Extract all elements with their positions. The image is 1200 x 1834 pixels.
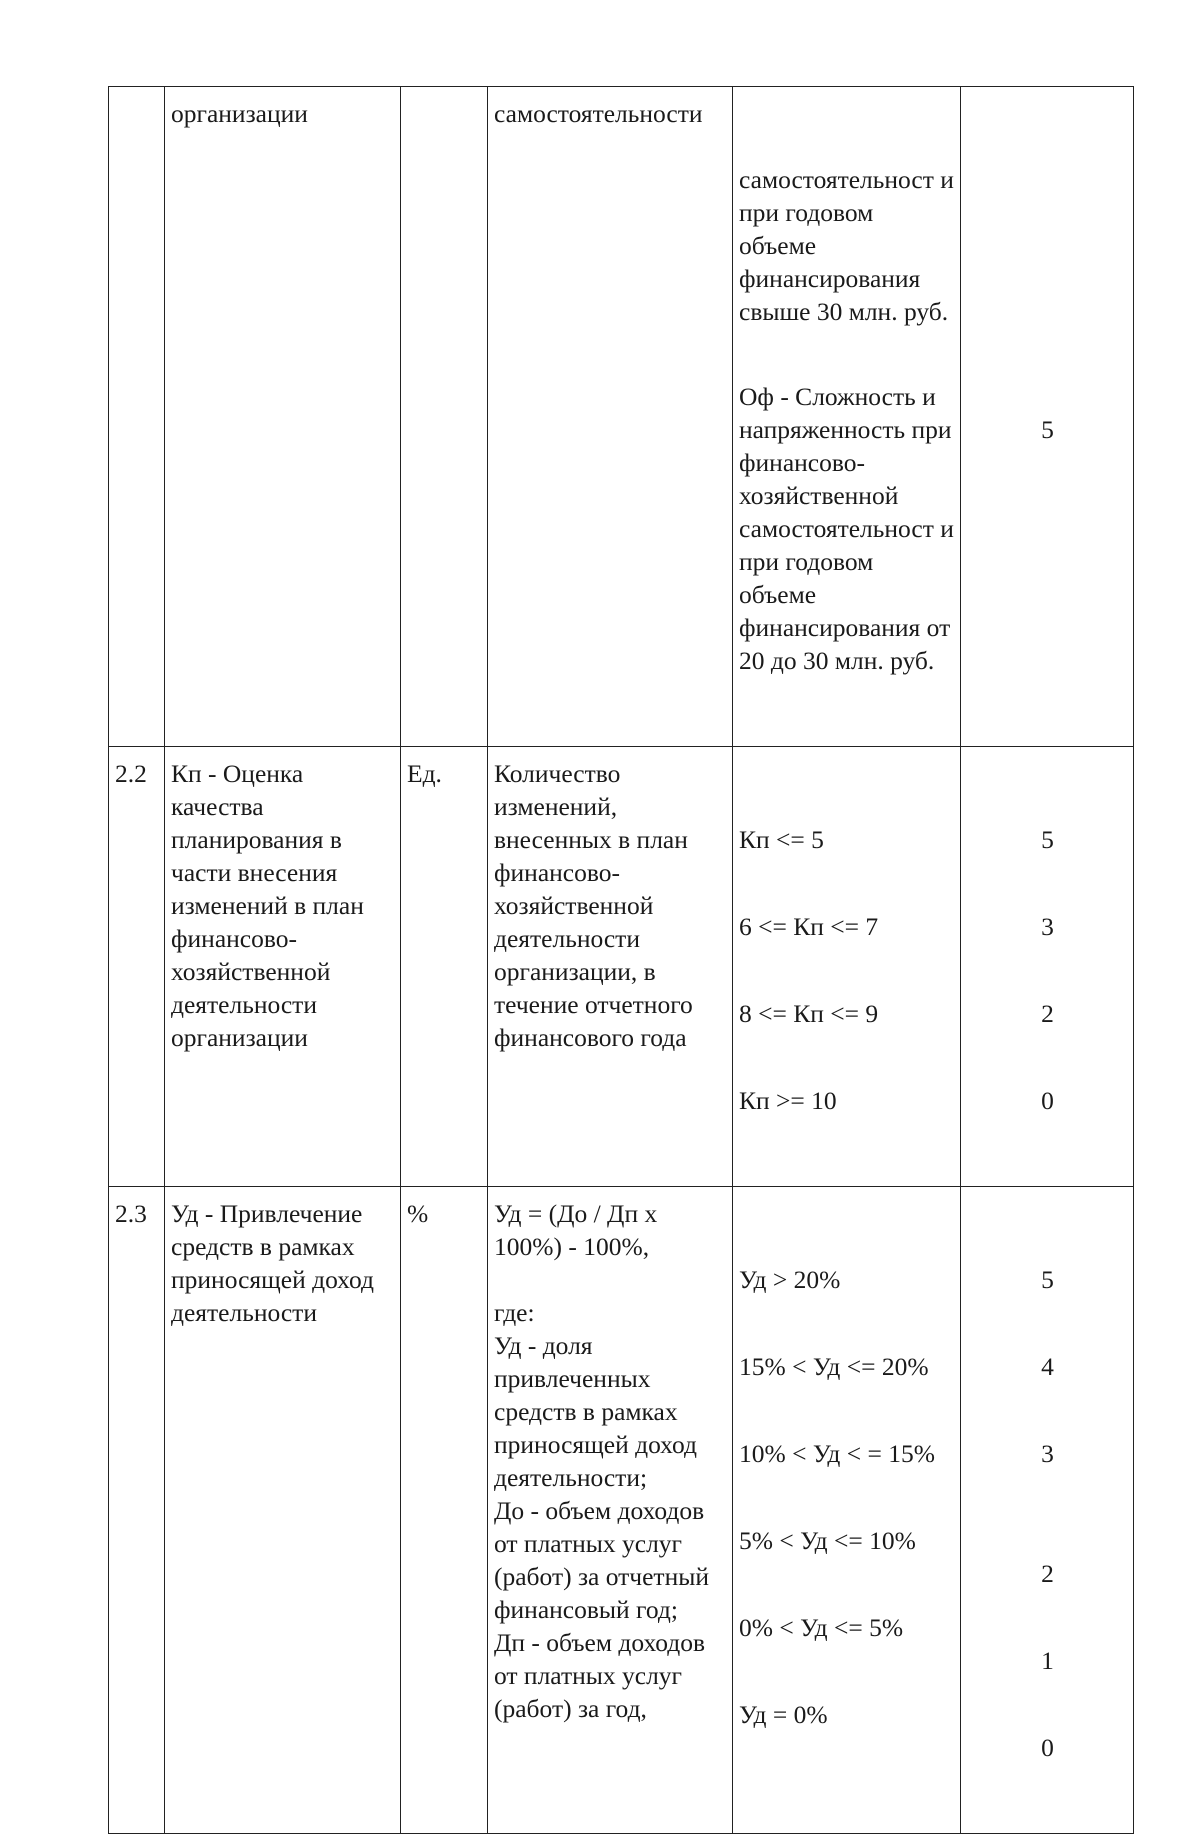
criterion-text: Кп >= 10 bbox=[739, 1086, 837, 1115]
unit-cell: % bbox=[401, 1187, 488, 1834]
criterion-text: 15% < Уд <= 20% bbox=[739, 1352, 929, 1381]
table-row bbox=[109, 87, 1134, 747]
criteria-table bbox=[108, 86, 1134, 1834]
criterion-text: Уд = 0% bbox=[739, 1700, 828, 1729]
points-value: 3 bbox=[1041, 912, 1054, 941]
indicator-name: Уд - Привлечение средств в рамках приносящей доход деятельности bbox=[165, 1187, 401, 1834]
points-value: 1 bbox=[1041, 1646, 1054, 1675]
indicator-name: Кп - Оценка качества планирования в части внесения изменений в план финансово-хозяйственной деятельности организации bbox=[165, 747, 401, 1187]
criterion-text: 6 <= Кп <= 7 bbox=[739, 912, 879, 941]
points-value: 0 bbox=[1041, 1733, 1054, 1762]
method-cell: Количество изменений, внесенных в план финансово-хозяйственной деятельности организации, в течение отчетного финансового года bbox=[488, 747, 733, 1187]
row-number: 2.2 bbox=[109, 747, 165, 1187]
criteria-cell bbox=[733, 1187, 961, 1834]
criterion-text: 10% < Уд < = 15% bbox=[739, 1439, 935, 1468]
points-value bbox=[967, 163, 1128, 361]
points-value: 5 bbox=[1041, 1265, 1054, 1294]
points-value: 5 bbox=[1041, 415, 1054, 444]
table-row bbox=[109, 747, 1134, 1187]
row-number bbox=[109, 87, 165, 747]
points-cell bbox=[961, 87, 1134, 747]
unit-cell bbox=[401, 87, 488, 747]
table-row bbox=[109, 1187, 1134, 1834]
points-value: 2 bbox=[1041, 1559, 1054, 1588]
points-value: 2 bbox=[1041, 999, 1054, 1028]
points-value: 4 bbox=[1041, 1352, 1054, 1381]
criterion-text: 8 <= Кп <= 9 bbox=[739, 999, 879, 1028]
points-cell bbox=[961, 747, 1134, 1187]
method-cell: самостоятельности bbox=[488, 87, 733, 747]
criterion-text: 0% < Уд <= 5% bbox=[739, 1613, 904, 1642]
criterion-text: Уд > 20% bbox=[739, 1265, 841, 1294]
points-cell bbox=[961, 1187, 1134, 1834]
points-value: 0 bbox=[1041, 1086, 1054, 1115]
unit-cell: Ед. bbox=[401, 747, 488, 1187]
row-number: 2.3 bbox=[109, 1187, 165, 1834]
points-value: 3 bbox=[1041, 1439, 1054, 1468]
indicator-name: организации bbox=[165, 87, 401, 747]
points-value: 5 bbox=[1041, 825, 1054, 854]
criterion-text: Кп <= 5 bbox=[739, 825, 824, 854]
criterion-text: Оф - Сложность и напряженность при финансово-хозяйственной самостоятельност и при годовом объеме финансирования от 20 до 30 млн. руб. bbox=[739, 382, 954, 675]
method-cell: Уд = (До / Дп x 100%) - 100%, где: Уд - доля привлеченных средств в рамках приносящей доход деятельности; До - объем доходов от платных услуг (работ) за отчетный финансовый год; Дп - объем доходов от платных услуг (работ) за год, bbox=[488, 1187, 733, 1834]
criterion-text: самостоятельност и при годовом объеме финансирования свыше 30 млн. руб. bbox=[739, 165, 954, 326]
criteria-cell bbox=[733, 747, 961, 1187]
criterion-text: 5% < Уд <= 10% bbox=[739, 1526, 916, 1555]
criteria-cell bbox=[733, 87, 961, 747]
